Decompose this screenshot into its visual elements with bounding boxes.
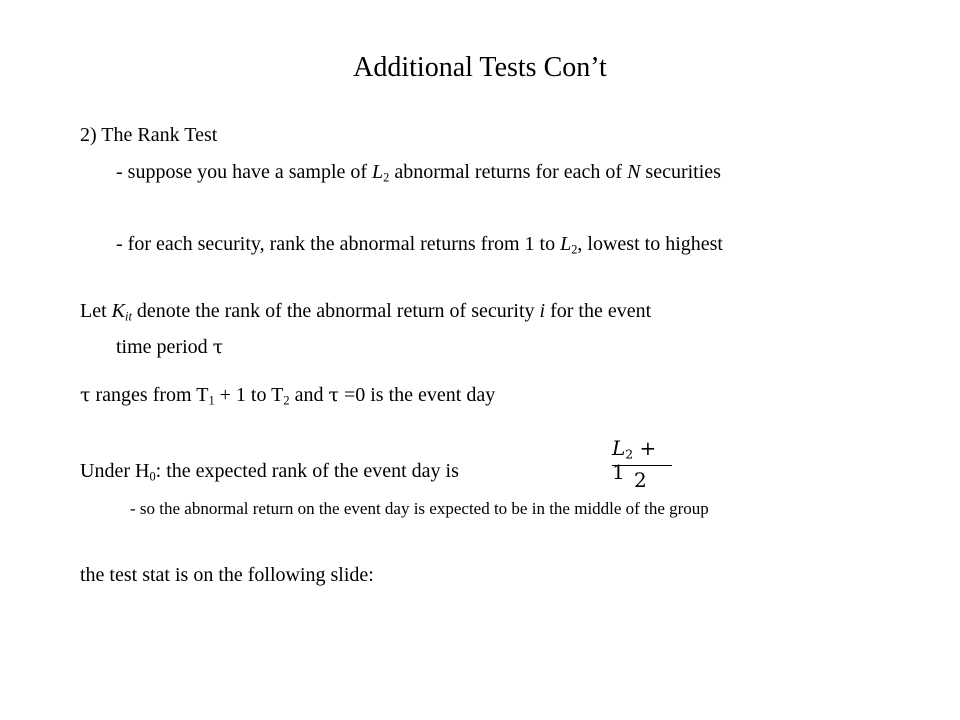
bullet-rank: - for each security, rank the abnormal returns from 1 to $L_2$, lowest to highest — [116, 233, 723, 257]
sub-bullet-middle: - so the abnormal return on the event day is expected to be in the middle of the group — [130, 499, 709, 518]
null-hypothesis-line: Under $H_0$: the expected rank of the event day is — [80, 460, 459, 484]
bullet-sample: - suppose you have a sample of $L_2$ abnormal returns for each of N securities — [116, 161, 721, 185]
tau-range-line: τ ranges from $T_1 + 1$ to $T_2$ and τ =0 is the event day — [80, 384, 496, 408]
slide-title: Additional Tests Con’t — [353, 52, 607, 83]
footer-line: the test stat is on the following slide: — [80, 564, 374, 586]
fraction-bar — [612, 465, 672, 466]
fraction-numerator: $L_2 + 1$ — [612, 436, 657, 484]
time-period-line: time period τ — [116, 336, 224, 358]
fraction-denominator: 2 — [634, 468, 647, 492]
rank-test-heading: 2) The Rank Test — [80, 124, 218, 146]
let-k-line: Let $K_{it}$ denote the rank of the abnormal return of security i for the event — [80, 300, 652, 324]
